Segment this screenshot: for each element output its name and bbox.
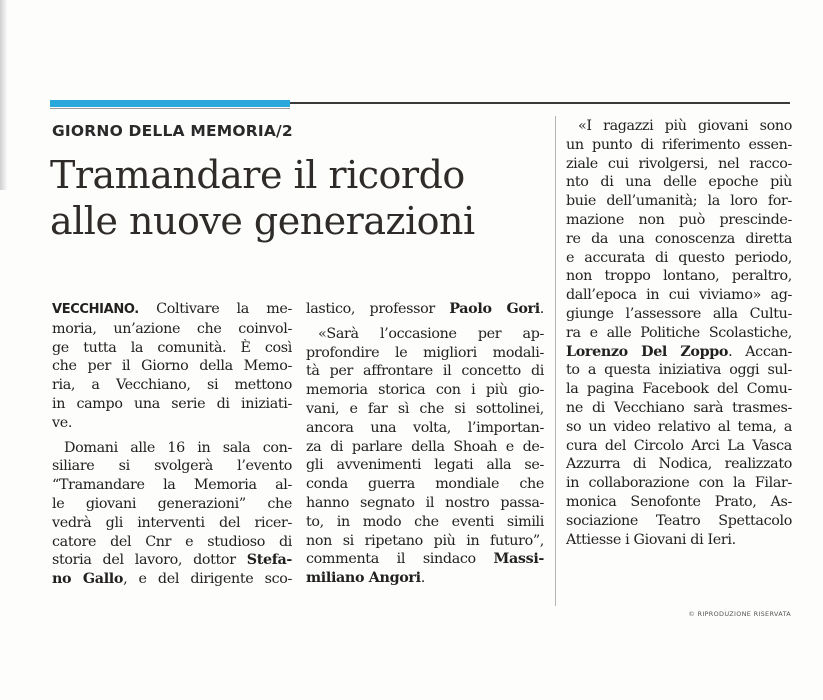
text-line: «I ragazzi più giovani sono <box>578 118 792 134</box>
text-line: Lorenzo Del Zoppo. Accan- <box>566 343 792 360</box>
text-line: catore del Cnr e studioso di <box>52 533 292 550</box>
text-line: to a questa iniziativa oggi sul- <box>566 362 792 379</box>
text-line: sociazione Teatro Spettacolo <box>566 512 792 529</box>
article-column-3 <box>566 117 792 549</box>
text-line: to, in modo che eventi simili <box>306 513 544 530</box>
text-line: siliare si svolgerà l’evento <box>52 458 292 475</box>
text-line: VECCHIANO. Coltivare la me- <box>52 301 292 317</box>
text-line: ancora una volta, l’importan- <box>306 419 544 436</box>
text-line: hanno segnato il nostro passa- <box>306 494 544 511</box>
text-line: ge tutta la comunità. È così <box>52 339 292 356</box>
headline-line-1: Tramandare il ricordo <box>50 153 465 197</box>
text-line: non troppo lontano, peraltro, <box>566 268 792 285</box>
text-line: vedrà gli interventi del ricer- <box>52 514 292 531</box>
text-line: no Gallo, e del dirigente sco- <box>52 571 292 588</box>
text-line: Azzurra di Nodica, realizzato <box>566 456 792 473</box>
text-line: “Tramandare la Memoria al- <box>52 477 292 494</box>
text-line: profondire le migliori modali- <box>306 344 544 361</box>
text-line: tà per affrontare il concetto di <box>306 363 544 380</box>
text-line: miliano Angori. <box>306 570 425 587</box>
text-line: ne di Vecchiano sarà trasmes- <box>566 399 792 416</box>
text-line: «Sarà l’occasione per ap- <box>318 325 544 342</box>
text-line: giunge l’assessore alla Cultu- <box>566 305 792 322</box>
text-line: lastico, professor Paolo Gori. <box>306 301 544 317</box>
column-divider <box>555 116 556 606</box>
text-line: e accurata di questo periodo, <box>566 249 792 266</box>
text-line: za di parlare della Shoah e de- <box>306 438 544 455</box>
copyright-notice: © RIPRODUZIONE RISERVATA <box>688 610 791 618</box>
article-column-1 <box>52 300 292 589</box>
text-line: dall’epoca in cui viviamo» ag- <box>566 287 792 304</box>
text-line: Domani alle 16 in sala con- <box>64 439 292 456</box>
text-line: memoria storica con i più gio- <box>306 382 544 399</box>
text-line: nto di una delle epoche più <box>566 174 792 191</box>
accent-bar <box>50 100 290 107</box>
text-line: moria, un’azione che coinvol- <box>52 320 292 337</box>
text-line: in campo una serie di iniziati- <box>52 395 292 412</box>
text-line: in collaborazione con la Filar- <box>566 475 792 492</box>
text-line: le giovani generazioni” che <box>52 495 292 512</box>
text-line: commenta il sindaco Massi- <box>306 551 544 568</box>
text-line: re da una conoscenza diretta <box>566 230 792 247</box>
page-edge-shadow <box>0 0 8 190</box>
article-headline <box>50 152 530 244</box>
text-line: non si ripetano più in futuro”, <box>306 532 544 549</box>
text-line: buie dell’umanità; la loro for- <box>566 193 792 210</box>
text-line: ziale cui rivolgersi, nel racco- <box>566 155 792 172</box>
article-column-2 <box>306 300 544 588</box>
text-line: ve. <box>52 414 73 431</box>
text-line: la pagina Facebook del Comu- <box>566 381 792 398</box>
text-line: so un video relativo al tema, a <box>566 418 792 435</box>
top-rule <box>290 102 790 104</box>
headline-line-2: alle nuove generazioni <box>50 199 475 243</box>
section-rule <box>50 108 290 109</box>
text-line: monica Senofonte Prato, As- <box>566 493 792 510</box>
text-line: Attiesse i Giovani di Ieri. <box>566 531 736 548</box>
text-line: che per il Giorno della Memo- <box>52 358 292 375</box>
text-line: ra e alle Politiche Scolastiche, <box>566 324 792 341</box>
text-line: gli avvenimenti legati alla se- <box>306 457 544 474</box>
text-line: vani, e far sì che si sottolinei, <box>306 400 544 417</box>
text-line: conda guerra mondiale che <box>306 476 544 493</box>
text-line: ria, a Vecchiano, si mettono <box>52 377 292 394</box>
text-line: cura del Circolo Arci La Vasca <box>566 437 792 454</box>
text-line: storia del lavoro, dottor Stefa- <box>52 552 292 569</box>
article-kicker: GIORNO DELLA MEMORIA/2 <box>52 122 293 140</box>
text-line: mazione non può prescinde- <box>566 211 792 228</box>
text-line: un punto di riferimento essen- <box>566 136 792 153</box>
